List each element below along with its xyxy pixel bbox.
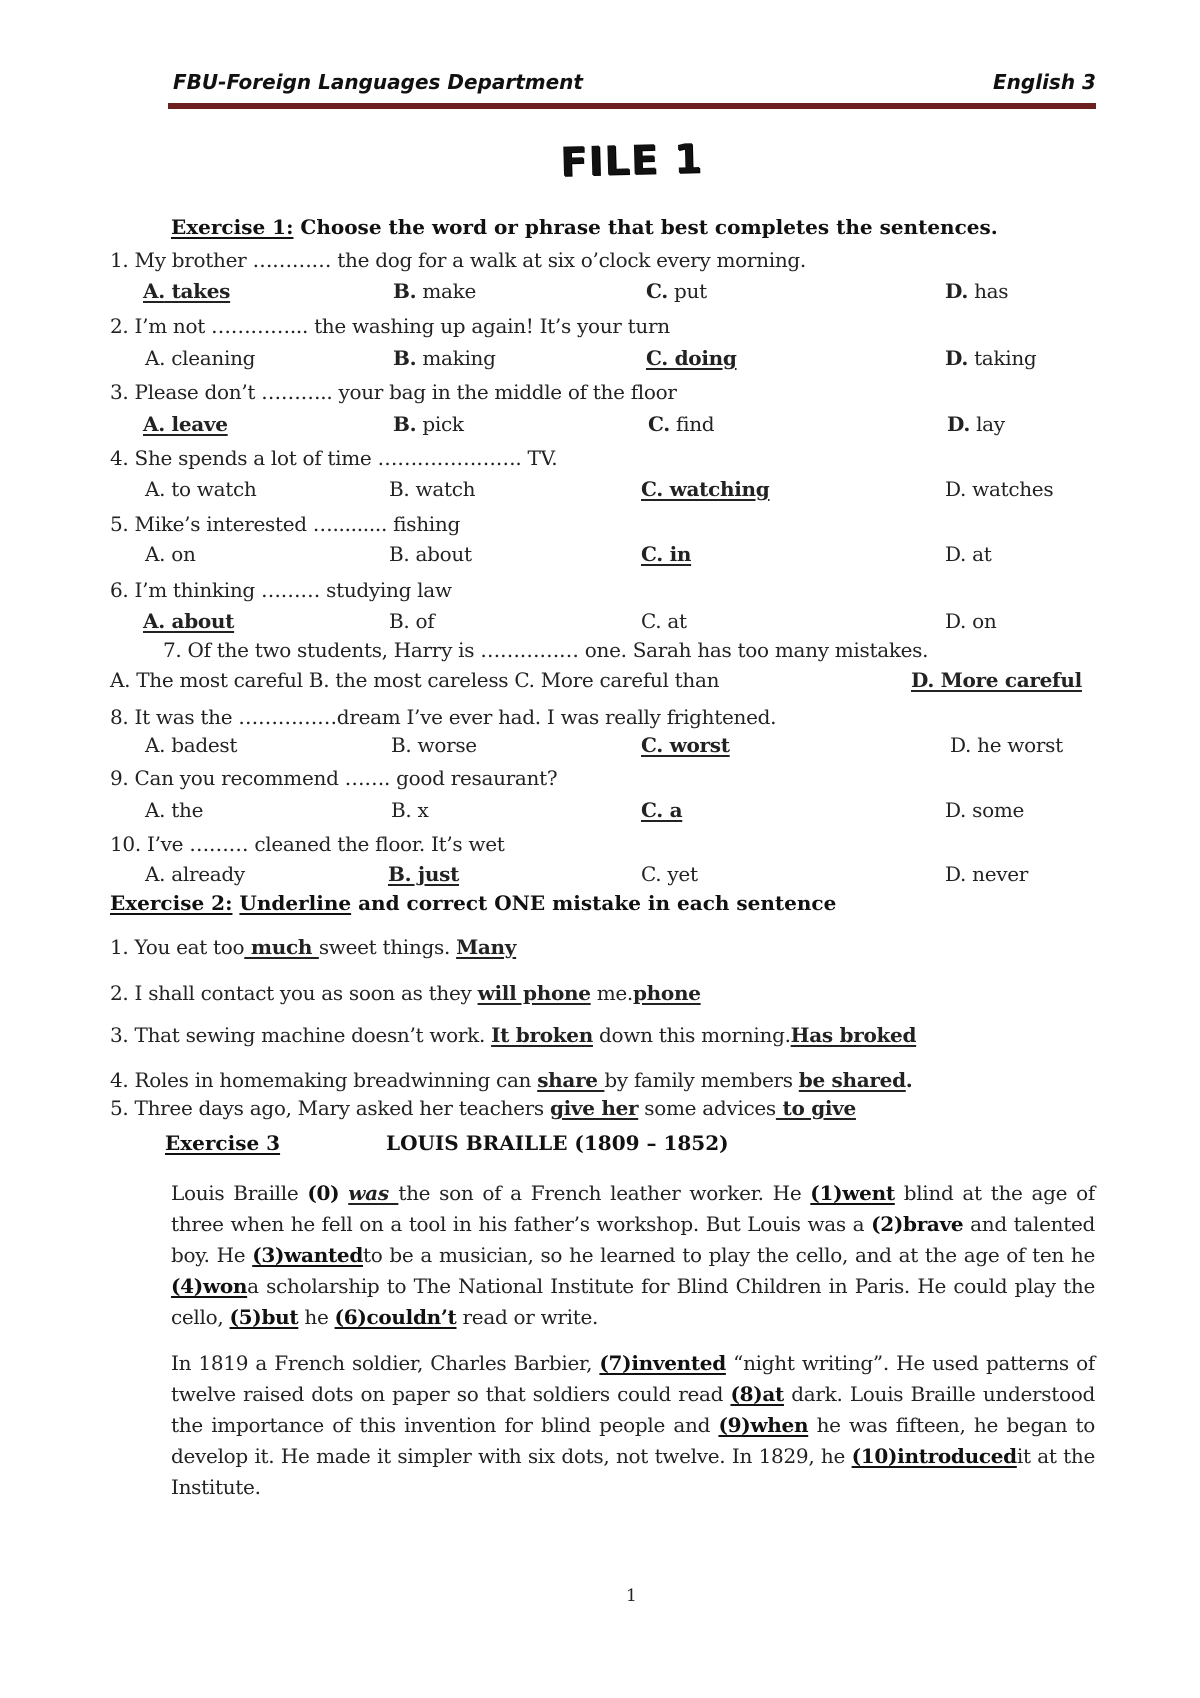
question-4: 4. She spends a lot of time …………………. TV. (110, 446, 558, 470)
header-department: FBU-Foreign Languages Department (173, 70, 583, 94)
question-7: 7. Of the two students, Harry is …………… one. Sarah has too many mistakes. (163, 638, 929, 662)
question-10: 10. I’ve ……… cleaned the floor. It’s wet (110, 832, 505, 856)
q9-option-c: C. a (641, 798, 683, 822)
q5-option-b: B. about (389, 542, 472, 566)
q1-option-d: D. has (945, 279, 1009, 303)
question-2: 2. I’m not …………... the washing up again! It’s your turn (110, 314, 670, 338)
q9-option-d: D. some (945, 798, 1025, 822)
q7-option-d: D. More careful (911, 668, 1082, 692)
header-rule (168, 103, 1096, 109)
page-number: 1 (626, 1586, 637, 1606)
ex2-s1-correction: Many (456, 935, 517, 959)
q10-option-c: C. yet (641, 862, 698, 886)
ex2-s3-correction: Has broked (790, 1023, 917, 1047)
exercise-2-instruction: and correct ONE mistake in each sentence (351, 891, 837, 915)
q4-option-d: D. watches (945, 477, 1054, 501)
q2-option-a: A. cleaning (145, 346, 256, 370)
q4-option-b: B. watch (389, 477, 476, 501)
exercise-3-label: Exercise 3 (165, 1131, 281, 1155)
q9-option-b: B. x (391, 798, 429, 822)
question-9: 9. Can you recommend ……. good resaurant? (110, 766, 558, 790)
ex3-answer-3: (3)wanted (252, 1243, 364, 1267)
q3-option-b: B. pick (393, 412, 464, 436)
ex2-sentence-4: 4. Roles in homemaking breadwinning can share by family members be shared. (110, 1068, 913, 1092)
ex3-answer-9: (9)when (718, 1413, 809, 1437)
question-3: 3. Please don’t ……….. your bag in the middle of the floor (110, 380, 677, 404)
q3-option-c: C. find (648, 412, 715, 436)
ex2-s4-error: share (537, 1068, 605, 1092)
question-6: 6. I’m thinking ……… studying law (110, 578, 452, 602)
ex3-answer-6: (6)couldn’t (334, 1305, 457, 1329)
q5-option-c: C. in (641, 542, 692, 566)
q4-option-a: A. to watch (145, 477, 257, 501)
q1-option-b: B. make (393, 279, 476, 303)
q5-option-a: A. on (145, 542, 196, 566)
question-1: 1. My brother ………… the dog for a walk at six o’clock every morning. (110, 248, 806, 272)
exercise-2-underline-word: Underline (239, 891, 352, 915)
q8-option-d: D. he worst (950, 733, 1063, 757)
exercise-1-heading (171, 215, 998, 239)
ex2-s2-error: will phone (477, 981, 591, 1005)
ex3-paragraph-2: In 1819 a French soldier, Charles Barbier, (7)invented “night writing”. He used patterns of twelve raised dots on paper so that soldiers could read (8)at dark. Louis Braille understood the importance of this invention for blind people and (9)when he was fifteen, he began to develop it. He made it simpler with six dots, not twelve. In 1829, he (10)introducedit at the Institute. (171, 1351, 1095, 1499)
q3-option-d: D. lay (947, 412, 1005, 436)
q10-option-a: A. already (145, 862, 245, 886)
ex2-s5-correction: to give (775, 1096, 856, 1120)
ex3-answer-2: (2)brave (871, 1212, 964, 1236)
q6-option-c: C. at (641, 609, 687, 633)
q8-option-b: B. worse (391, 733, 477, 757)
question-8: 8. It was the ……………dream I’ve ever had. I was really frightened. (110, 705, 777, 729)
ex3-example-answer: was (348, 1181, 399, 1205)
q7-options-abc: A. The most careful B. the most careless C. More careful than (110, 668, 720, 692)
ex2-s4-correction: be shared (798, 1068, 906, 1092)
exercise-3-heading: LOUIS BRAILLE (1809 – 1852) (386, 1131, 729, 1155)
page-title: FILE 1 (559, 136, 704, 186)
ex2-sentence-3: 3. That sewing machine doesn’t work. It broken down this morning.Has broked (110, 1023, 917, 1047)
ex3-answer-4: (4)won (171, 1274, 248, 1298)
q6-option-d: D. on (945, 609, 997, 633)
exercise-2-heading (110, 891, 836, 915)
q10-option-b: B. just (388, 862, 460, 886)
q1-option-c: C. put (646, 279, 707, 303)
q6-option-a: A. about (143, 609, 235, 633)
exercise-1-instruction: Choose the word or phrase that best completes the sentences. (293, 215, 998, 239)
ex3-answer-5: (5)but (229, 1305, 299, 1329)
question-5: 5. Mike’s interested …......... fishing (110, 512, 460, 536)
ex2-s2-correction: phone (633, 981, 701, 1005)
header-course: English 3 (993, 70, 1096, 94)
q3-option-a: A. leave (143, 412, 228, 436)
q4-option-c: C. watching (641, 477, 770, 501)
q9-option-a: A. the (145, 798, 204, 822)
q5-option-d: D. at (945, 542, 992, 566)
exercise-2-label: Exercise 2: (110, 891, 233, 915)
ex3-answer-1: (1)went (810, 1181, 895, 1205)
ex2-sentence-2: 2. I shall contact you as soon as they will phone me.phone (110, 981, 701, 1005)
q2-option-c: C. doing (646, 346, 737, 370)
ex2-sentence-5: 5. Three days ago, Mary asked her teachers give her some advices to give (110, 1096, 856, 1120)
ex3-answer-8: (8)at (730, 1382, 784, 1406)
ex2-s3-error: It broken (491, 1023, 593, 1047)
q2-option-b: B. making (393, 346, 496, 370)
q2-option-d: D. taking (945, 346, 1037, 370)
q6-option-b: B. of (389, 609, 435, 633)
ex3-answer-10: (10)introduced (851, 1444, 1017, 1468)
q1-option-a: A. takes (143, 279, 231, 303)
ex2-s1-error: much (244, 935, 319, 959)
q8-option-c: C. worst (641, 733, 730, 757)
q8-option-a: A. badest (145, 733, 238, 757)
q10-option-d: D. never (945, 862, 1029, 886)
ex3-paragraph-1: Louis Braille (0) was the son of a French leather worker. He (1)went blind at the age of three when he fell on a tool in his father’s workshop. But Louis was a (2)brave and talented boy. He (3)wantedto be a musician, so he learned to play the cello, and at the age of ten he (4)wona scholarship to The National Institute for Blind Children in Paris. He could play the cello, (5)but he (6)couldn’t read or write. (171, 1181, 1095, 1329)
ex2-sentence-1: 1. You eat too much sweet things. Many (110, 935, 517, 959)
exercise-1-label: Exercise 1: (171, 215, 294, 239)
ex2-s5-error: give her (549, 1096, 639, 1120)
ex3-answer-7: (7)invented (599, 1351, 726, 1375)
